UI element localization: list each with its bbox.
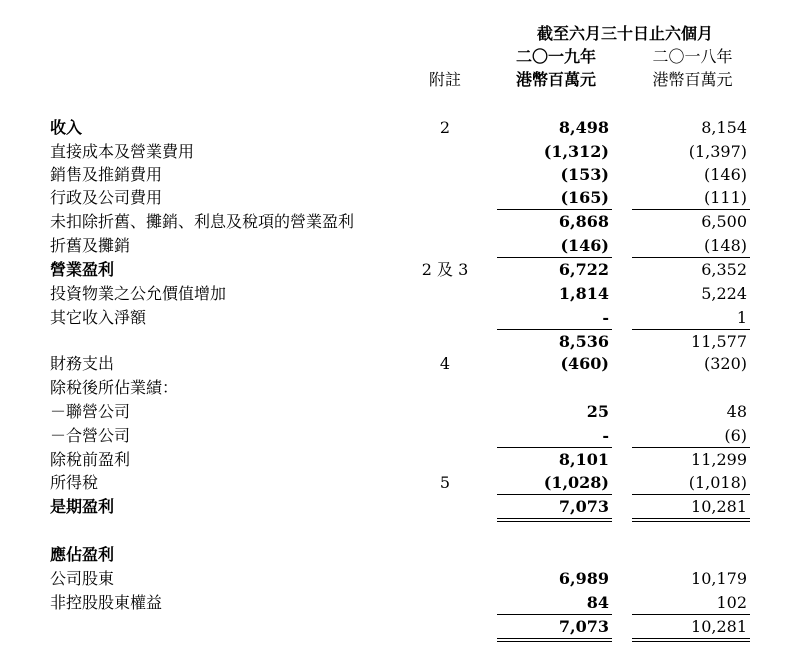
subtotal-rule <box>497 329 612 330</box>
row-label-operating-profit: 營業盈利 <box>50 260 115 279</box>
subtotal-rule <box>497 257 612 258</box>
double-rule <box>497 638 612 639</box>
row-label-direct-costs: 直接成本及營業費用 <box>50 142 195 161</box>
row-value-2019: (146) <box>560 236 609 255</box>
row-value-2019: 7,073 <box>558 497 609 516</box>
row-label-associates: －聯營公司 <box>50 402 131 421</box>
row-note: 2 <box>439 118 451 137</box>
row-label-non-controlling: 非控股股東權益 <box>50 593 163 612</box>
double-rule <box>632 518 750 519</box>
row-value-2018: 10,179 <box>691 569 747 588</box>
row-label-revenue: 收入 <box>50 118 83 137</box>
row-label-profit-before-tax: 除稅前盈利 <box>50 450 131 469</box>
row-value-2018: 102 <box>716 593 747 612</box>
subtotal-rule <box>632 614 750 615</box>
subtotal-rule <box>632 494 750 495</box>
row-value-2018: 5,224 <box>701 284 747 303</box>
row-note: 4 <box>439 354 451 373</box>
year-2018-header: 二〇一八年 <box>652 47 733 66</box>
row-value-2019: 8,536 <box>558 332 609 351</box>
subtotal-rule <box>632 257 750 258</box>
double-rule <box>497 641 612 642</box>
subtotal-rule <box>497 494 612 495</box>
row-value-2019: 6,868 <box>558 212 609 231</box>
row-value-2018: 10,281 <box>691 617 747 636</box>
row-value-2019: 6,989 <box>558 569 609 588</box>
row-value-2018: 1 <box>736 308 747 327</box>
row-value-2019: 1,814 <box>558 284 609 303</box>
double-rule <box>632 521 750 522</box>
row-label-depreciation: 折舊及攤銷 <box>50 236 131 255</box>
row-value-2018: 6,500 <box>701 212 747 231</box>
row-label-profit-for-period: 是期盈利 <box>50 497 115 516</box>
row-label-ebitda: 未扣除折舊、攤銷、利息及稅項的營業盈利 <box>50 212 355 231</box>
unit-2019-header: 港幣百萬元 <box>515 70 596 89</box>
row-value-2018: (111) <box>703 188 747 207</box>
row-label-attributable-to: 應佔盈利 <box>50 545 115 564</box>
row-value-2019: (153) <box>560 165 609 184</box>
row-label-joint-ventures: －合營公司 <box>50 426 131 445</box>
subtotal-rule <box>632 447 750 448</box>
row-value-2019: - <box>602 308 609 327</box>
double-rule <box>632 641 750 642</box>
row-value-2018: (1,018) <box>688 473 747 492</box>
row-value-2018: (148) <box>703 236 747 255</box>
row-value-2019: (165) <box>560 188 609 207</box>
subtotal-rule <box>497 614 612 615</box>
row-value-2019: 7,073 <box>558 617 609 636</box>
row-value-2019: (460) <box>560 354 609 373</box>
double-rule <box>497 518 612 519</box>
row-value-2018: 8,154 <box>701 118 747 137</box>
notes-column-header: 附註 <box>428 70 461 89</box>
row-note: 2 及 3 <box>421 260 469 279</box>
double-rule <box>632 638 750 639</box>
period-header: 截至六月三十日止六個月 <box>536 24 713 43</box>
row-value-2018: 11,299 <box>691 450 747 469</box>
row-label-selling-expenses: 銷售及推銷費用 <box>50 165 163 184</box>
row-value-2019: (1,028) <box>543 473 609 492</box>
subtotal-rule <box>632 329 750 330</box>
row-value-2019: (1,312) <box>543 142 609 161</box>
row-value-2018: 11,577 <box>691 332 747 351</box>
row-value-2019: 84 <box>586 593 609 612</box>
row-note: 5 <box>439 473 451 492</box>
row-value-2018: 6,352 <box>701 260 747 279</box>
row-label-share-of-results: 除稅後所佔業績： <box>50 378 179 397</box>
double-rule <box>497 521 612 522</box>
subtotal-rule <box>497 209 612 210</box>
row-value-2018: (146) <box>703 165 747 184</box>
row-label-income-tax: 所得稅 <box>50 473 99 492</box>
row-value-2019: 8,498 <box>558 118 609 137</box>
row-value-2019: 6,722 <box>558 260 609 279</box>
year-2019-header: 二〇一九年 <box>515 47 596 66</box>
row-label-finance-costs: 財務支出 <box>50 354 115 373</box>
unit-2018-header: 港幣百萬元 <box>652 70 733 89</box>
row-label-admin-expenses: 行政及公司費用 <box>50 188 163 207</box>
row-value-2018: 48 <box>726 402 747 421</box>
row-value-2019: 25 <box>586 402 609 421</box>
row-value-2018: (6) <box>724 426 747 445</box>
row-value-2018: 10,281 <box>691 497 747 516</box>
row-label-other-income: 其它收入淨額 <box>50 308 147 327</box>
subtotal-rule <box>497 447 612 448</box>
subtotal-rule <box>632 209 750 210</box>
row-value-2018: (320) <box>703 354 747 373</box>
row-value-2019: 8,101 <box>558 450 609 469</box>
row-label-fair-value-increase: 投資物業之公允價值增加 <box>50 284 227 303</box>
row-value-2018: (1,397) <box>688 142 747 161</box>
row-value-2019: - <box>602 426 609 445</box>
row-label-shareholders: 公司股東 <box>50 569 115 588</box>
